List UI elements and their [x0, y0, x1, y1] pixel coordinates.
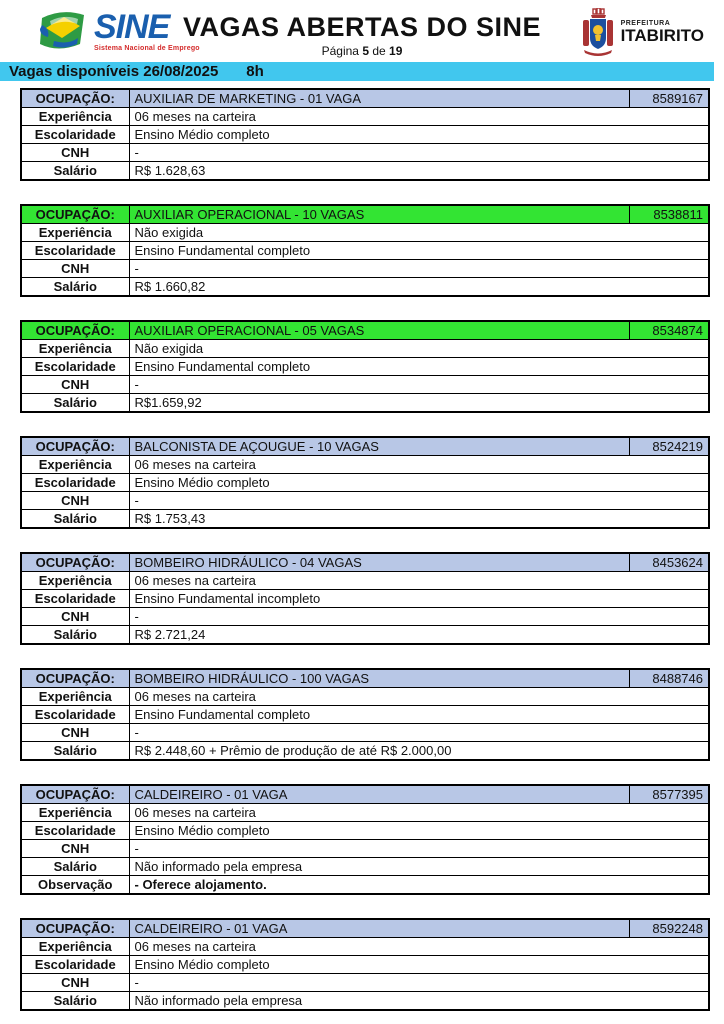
salario-value: Não informado pela empresa: [129, 992, 709, 1011]
sine-subtitle: Sistema Nacional de Emprego: [94, 45, 200, 52]
page-title: VAGAS ABERTAS DO SINE: [182, 12, 542, 42]
job-title: AUXILIAR DE MARKETING - 01 VAGA: [129, 89, 629, 108]
salario-label: Salário: [21, 626, 129, 645]
page-number-current: 5: [362, 44, 369, 58]
experiencia-value: 06 meses na carteira: [129, 804, 709, 822]
job-table: [20, 204, 710, 297]
experiencia-value: 06 meses na carteira: [129, 456, 709, 474]
escolaridade-label: Escolaridade: [21, 126, 129, 144]
job-header-row: [21, 785, 709, 804]
experiencia-label: Experiência: [21, 108, 129, 126]
experiencia-value: Não exigida: [129, 224, 709, 242]
job-id: 8453624: [629, 553, 709, 572]
cnh-value: -: [129, 260, 709, 278]
experiencia-row: [21, 224, 709, 242]
salario-row: [21, 510, 709, 529]
job-id: 8534874: [629, 321, 709, 340]
experiencia-row: [21, 688, 709, 706]
experiencia-label: Experiência: [21, 688, 129, 706]
cnh-row: [21, 724, 709, 742]
escolaridade-row: [21, 822, 709, 840]
job-table: [20, 320, 710, 413]
job-title: AUXILIAR OPERACIONAL - 05 VAGAS: [129, 321, 629, 340]
experiencia-row: [21, 340, 709, 358]
experiencia-label: Experiência: [21, 938, 129, 956]
prefeitura-logo: [580, 8, 704, 56]
jobs-container: [20, 88, 710, 1024]
job-title: BALCONISTA DE AÇOUGUE - 10 VAGAS: [129, 437, 629, 456]
cnh-label: CNH: [21, 492, 129, 510]
escolaridade-value: Ensino Fundamental completo: [129, 242, 709, 260]
salario-row: [21, 992, 709, 1011]
job-table: [20, 552, 710, 645]
escolaridade-value: Ensino Fundamental completo: [129, 706, 709, 724]
job-header-row: [21, 437, 709, 456]
escolaridade-value: Ensino Fundamental completo: [129, 358, 709, 376]
cnh-label: CNH: [21, 724, 129, 742]
cnh-row: [21, 974, 709, 992]
experiencia-label: Experiência: [21, 804, 129, 822]
salario-label: Salário: [21, 278, 129, 297]
job-title: CALDEIREIRO - 01 VAGA: [129, 919, 629, 938]
cnh-label: CNH: [21, 144, 129, 162]
escolaridade-row: [21, 956, 709, 974]
job-id: 8577395: [629, 785, 709, 804]
escolaridade-row: [21, 474, 709, 492]
cnh-value: -: [129, 608, 709, 626]
salario-row: [21, 278, 709, 297]
escolaridade-value: Ensino Médio completo: [129, 822, 709, 840]
experiencia-row: [21, 108, 709, 126]
observacao-value: - Oferece alojamento.: [129, 876, 709, 895]
salario-label: Salário: [21, 992, 129, 1011]
salario-label: Salário: [21, 858, 129, 876]
cnh-value: -: [129, 840, 709, 858]
salario-value: R$ 2.721,24: [129, 626, 709, 645]
job-title: AUXILIAR OPERACIONAL - 10 VAGAS: [129, 205, 629, 224]
job-id: 8592248: [629, 919, 709, 938]
salario-value: Não informado pela empresa: [129, 858, 709, 876]
salario-value: R$ 1.628,63: [129, 162, 709, 181]
observacao-label: Observação: [21, 876, 129, 895]
salario-label: Salário: [21, 394, 129, 413]
ocupacao-label: OCUPAÇÃO:: [21, 89, 129, 108]
cnh-value: -: [129, 974, 709, 992]
experiencia-row: [21, 572, 709, 590]
ocupacao-label: OCUPAÇÃO:: [21, 919, 129, 938]
job-table: [20, 668, 710, 761]
escolaridade-label: Escolaridade: [21, 956, 129, 974]
prefeitura-text: [621, 20, 704, 45]
salario-row: [21, 162, 709, 181]
cnh-row: [21, 260, 709, 278]
job-header-row: [21, 89, 709, 108]
observacao-row: [21, 876, 709, 895]
sine-name: SINE: [94, 8, 170, 46]
cnh-label: CNH: [21, 260, 129, 278]
cnh-row: [21, 840, 709, 858]
job-table: [20, 88, 710, 181]
job-id: 8488746: [629, 669, 709, 688]
banner-time: 8h: [246, 63, 264, 80]
experiencia-value: 06 meses na carteira: [129, 938, 709, 956]
escolaridade-value: Ensino Médio completo: [129, 126, 709, 144]
ocupacao-label: OCUPAÇÃO:: [21, 785, 129, 804]
job-title: BOMBEIRO HIDRÁULICO - 04 VAGAS: [129, 553, 629, 572]
cnh-label: CNH: [21, 376, 129, 394]
escolaridade-label: Escolaridade: [21, 242, 129, 260]
ocupacao-label: OCUPAÇÃO:: [21, 553, 129, 572]
salario-value: R$ 1.753,43: [129, 510, 709, 529]
salario-label: Salário: [21, 162, 129, 181]
salario-row: [21, 742, 709, 761]
salario-label: Salário: [21, 742, 129, 761]
prefeitura-crest-icon: [580, 8, 616, 56]
experiencia-value: 06 meses na carteira: [129, 108, 709, 126]
page-number-middle: de: [372, 44, 386, 58]
cnh-row: [21, 492, 709, 510]
escolaridade-value: Ensino Médio completo: [129, 474, 709, 492]
job-title: BOMBEIRO HIDRÁULICO - 100 VAGAS: [129, 669, 629, 688]
escolaridade-value: Ensino Fundamental incompleto: [129, 590, 709, 608]
experiencia-value: 06 meses na carteira: [129, 688, 709, 706]
cnh-value: -: [129, 724, 709, 742]
salario-row: [21, 626, 709, 645]
cnh-value: -: [129, 376, 709, 394]
available-jobs-banner: [0, 62, 714, 81]
job-header-row: [21, 205, 709, 224]
job-header-row: [21, 553, 709, 572]
salario-row: [21, 858, 709, 876]
experiencia-label: Experiência: [21, 572, 129, 590]
experiencia-row: [21, 456, 709, 474]
salario-label: Salário: [21, 510, 129, 529]
escolaridade-label: Escolaridade: [21, 706, 129, 724]
escolaridade-value: Ensino Médio completo: [129, 956, 709, 974]
cnh-row: [21, 376, 709, 394]
experiencia-label: Experiência: [21, 224, 129, 242]
page-number-prefix: Página: [321, 44, 359, 58]
escolaridade-row: [21, 358, 709, 376]
job-header-row: [21, 321, 709, 340]
cnh-value: -: [129, 144, 709, 162]
job-table: [20, 436, 710, 529]
salario-value: R$ 1.660,82: [129, 278, 709, 297]
experiencia-value: Não exigida: [129, 340, 709, 358]
ocupacao-label: OCUPAÇÃO:: [21, 321, 129, 340]
job-id: 8589167: [629, 89, 709, 108]
escolaridade-label: Escolaridade: [21, 358, 129, 376]
escolaridade-row: [21, 706, 709, 724]
prefeitura-name: ITABIRITO: [620, 25, 704, 45]
cnh-label: CNH: [21, 840, 129, 858]
ocupacao-label: OCUPAÇÃO:: [21, 669, 129, 688]
escolaridade-label: Escolaridade: [21, 474, 129, 492]
experiencia-value: 06 meses na carteira: [129, 572, 709, 590]
cnh-row: [21, 608, 709, 626]
escolaridade-row: [21, 242, 709, 260]
experiencia-label: Experiência: [21, 340, 129, 358]
escolaridade-row: [21, 126, 709, 144]
cnh-row: [21, 144, 709, 162]
salario-value: R$ 2.448,60 + Prêmio de produção de até R$ 2.000,00: [129, 742, 709, 761]
salario-row: [21, 394, 709, 413]
job-title: CALDEIREIRO - 01 VAGA: [129, 785, 629, 804]
page-number-total: 19: [389, 44, 403, 58]
prefeitura-label: PREFEITURA: [620, 19, 671, 27]
cnh-label: CNH: [21, 608, 129, 626]
job-header-row: [21, 669, 709, 688]
salario-value: R$1.659,92: [129, 394, 709, 413]
cnh-value: -: [129, 492, 709, 510]
experiencia-label: Experiência: [21, 456, 129, 474]
escolaridade-row: [21, 590, 709, 608]
job-table: [20, 918, 710, 1011]
escolaridade-label: Escolaridade: [21, 822, 129, 840]
job-table: [20, 784, 710, 895]
cnh-label: CNH: [21, 974, 129, 992]
ocupacao-label: OCUPAÇÃO:: [21, 437, 129, 456]
experiencia-row: [21, 804, 709, 822]
banner-date-text: Vagas disponíveis 26/08/2025: [9, 63, 219, 80]
job-id: 8524219: [629, 437, 709, 456]
job-header-row: [21, 919, 709, 938]
ocupacao-label: OCUPAÇÃO:: [21, 205, 129, 224]
experiencia-row: [21, 938, 709, 956]
job-id: 8538811: [629, 205, 709, 224]
escolaridade-label: Escolaridade: [21, 590, 129, 608]
